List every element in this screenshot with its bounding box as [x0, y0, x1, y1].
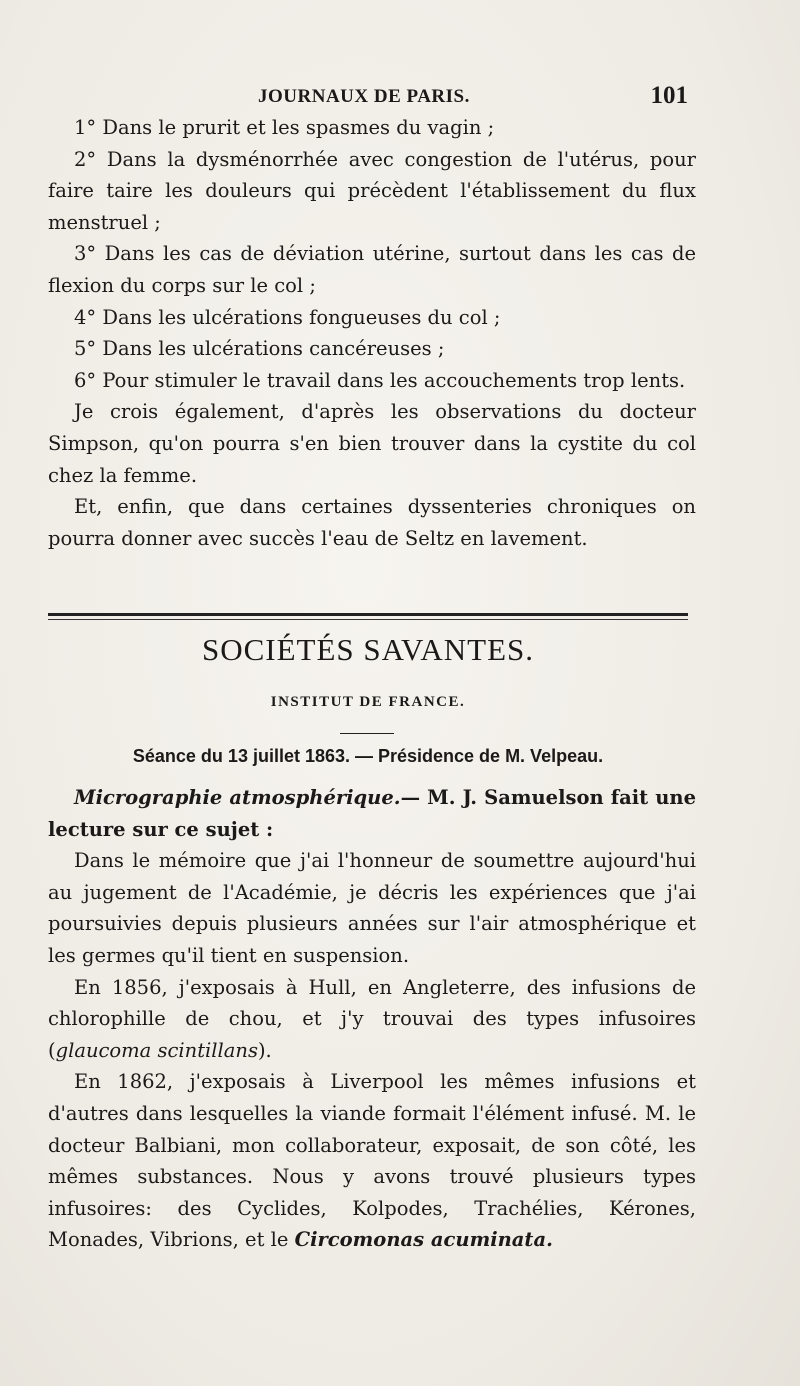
species-name: glaucoma scintillans — [55, 1038, 258, 1062]
institute-heading: INSTITUT DE FRANCE. — [270, 694, 466, 710]
list-item: 2° Dans la dysménorrhée avec congestion de l'utérus, pour faire taire les douleurs qui précèdent l'établissement du flux menstruel ; — [48, 147, 696, 234]
paragraph: Et, enfin, que dans certaines dyssenteries chroniques on pourra donner avec succès l'eau de Seltz en lavement. — [48, 495, 696, 550]
short-divider — [340, 733, 394, 734]
section-title: SOCIÉTÉS SAVANTES. — [201, 632, 535, 667]
article-intro — [48, 782, 696, 845]
running-head: JOURNAUX DE PARIS. — [258, 86, 470, 107]
list-item: 5° Dans les ulcérations cancéreuses ; — [74, 337, 445, 361]
text-block-article — [48, 782, 696, 1256]
list-item: 6° Pour stimuler le travail dans les accouchements trop lents. — [74, 368, 686, 392]
article-title: Micrographie atmosphérique. — [74, 786, 401, 809]
paragraph-text: En 1856, j'exposais à Hull, en Angleterre, des infusions de chlorophille de chou, et j'y trouvai des types infusoires ( — [48, 975, 696, 1062]
section-divider-thin — [48, 619, 688, 620]
paragraph-text: En 1862, j'exposais à Liverpool les mêmes infusions et d'autres dans lesquelles la viande formait l'élément infusé. M. le docteur Balbiani, mon collaborateur, exposait, de son côté, les mêmes substances. Nous y avons trouvé plusieurs types infusoires: des Cyclides, Kolpodes, Trachélies, Kérones, Monades, Vibrions, et le — [48, 1070, 696, 1252]
list-item: 4° Dans les ulcérations fongueuses du col ; — [74, 305, 501, 329]
paragraph — [48, 972, 696, 1067]
list-item: 3° Dans les cas de déviation utérine, surtout dans les cas de flexion du corps sur le col ; — [48, 242, 696, 297]
seance-heading: Séance du 13 juillet 1863. — Présidence de M. Velpeau. — [132, 746, 604, 766]
page-number: 101 — [650, 82, 688, 109]
text-block-indications — [48, 112, 696, 554]
page-header — [60, 82, 688, 116]
list-item: 1° Dans le prurit et les spasmes du vagin ; — [74, 116, 495, 139]
species-name: Circomonas acuminata. — [294, 1228, 553, 1252]
paragraph: Dans le mémoire que j'ai l'honneur de soumettre aujourd'hui au jugement de l'Académie, je décris les expériences que j'ai poursuivies depuis plusieurs années sur l'air atmosphérique et les germes qu'il tient en suspension. — [48, 849, 696, 967]
paragraph — [48, 1066, 696, 1256]
article-lead: — M. J. Samuelson fait une lecture sur ce sujet : — [48, 786, 696, 841]
section-divider — [48, 613, 688, 616]
paragraph-text: ). — [257, 1038, 272, 1062]
paragraph: Je crois également, d'après les observations du docteur Simpson, qu'on pourra s'en bien trouver dans la cystite du col chez la femme. — [48, 400, 696, 487]
